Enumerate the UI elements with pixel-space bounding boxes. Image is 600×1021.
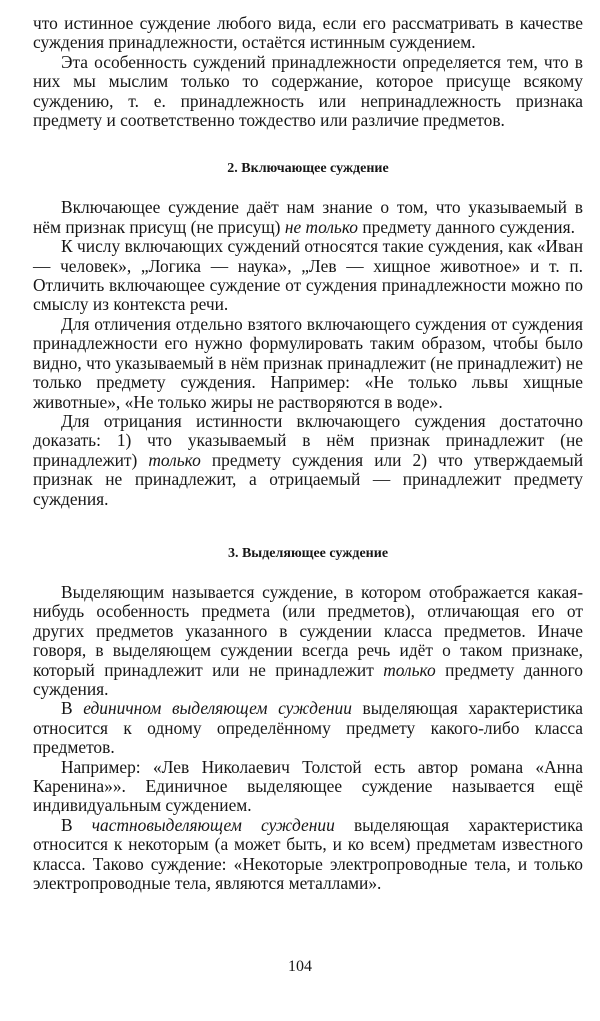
paragraph-example-tolstoy: Например: «Лев Николаевич Толстой есть автор романа «Анна Каренина»». Единичное выделяющее суждение называется ещё индивидуальным суждением. — [33, 756, 583, 816]
paragraph-belonging-feature: Эта особенность суждений принадлежности определяется тем, что в них мы мыслим только то содержание, которое присуще всякому суждению, т. е. принадлежность или непринадлежность признака предмету и соответственно тождество или различие предметов. — [33, 51, 583, 131]
paragraph-exclusive-definition: Выделяющим называется суждение, в котором отображается какая-нибудь особенность предмета (или предметов), отличающая его от других предметов указанного в суждении класса предметов. Иначе говоря, в выделяющем суждении всегда речь идёт о таком признаке, который принадлежит или не принадлежит только предмету данного суждения. — [33, 581, 583, 699]
section-heading-exclusive-judgment: 3. Выделяющее суждение — [227, 545, 389, 561]
paragraph-singular-exclusive: В единичном выделяющем суждении выделяющая характеристика относится к одному определённому предмету какого-либо класса предметов. — [33, 698, 584, 758]
emphasis-particular-exclusive-judgment: частновыделяющем суждении — [91, 814, 335, 835]
page-number: 104 — [288, 958, 312, 975]
paragraph-inclusive-examples: К числу включающих суждений относятся такие суждения, как «Иван — человек», „Логика — наука», „Лев — хищное животное» и т. п. Отличить включающее суждение от суждения принадлежности можно по смыслу из контекста речи. — [33, 236, 583, 315]
emphasis-singular-exclusive-judgment: единичном выделяющем суждении — [83, 698, 352, 719]
section-heading-inclusive-judgment: 2. Включающее суждение — [227, 161, 389, 177]
paragraph-inclusive-negation: Для отрицания истинности включающего суждения достаточно доказать: 1) что указываемый в нём признак принадлежит (не принадлежит) только предмету суждения или 2) что утверждаемый признак не принадлежит, а отрицаемый — принадлежит предмету суждения. — [33, 410, 583, 509]
book-page — [33, 14, 583, 893]
paragraph-inclusive-formulation: Для отличения отдельно взятого включающего суждения от суждения принадлежности его нужно формулировать таким образом, чтобы было видно, что указываемый в нём признак принадлежит (не принадлежит) не только предмету суждения. Например: «Не только львы хищные животные», «Не только жиры не растворяются в воде». — [33, 313, 583, 412]
paragraph-continuation: что истинное суждение любого вида, если его рассматривать в качестве суждения принадлежности, остаётся истинным суждением. — [33, 13, 583, 53]
emphasis-not-only: не только — [284, 216, 358, 237]
emphasis-only: только — [148, 449, 201, 470]
paragraph-inclusive-definition: Включающее суждение даёт нам знание о том, что указываемый в нём признак присущ (не присущ) не только предмету данного суждения. — [33, 197, 583, 237]
paragraph-particular-exclusive: В частновыделяющем суждении выделяющая характеристика относится к некоторым (а может быть, и ко всем) предметам известного класса. Таково суждение: «Некоторые электропроводные тела, и только электропроводные тела, являются металлами». — [33, 814, 583, 894]
emphasis-only: только — [383, 659, 436, 680]
